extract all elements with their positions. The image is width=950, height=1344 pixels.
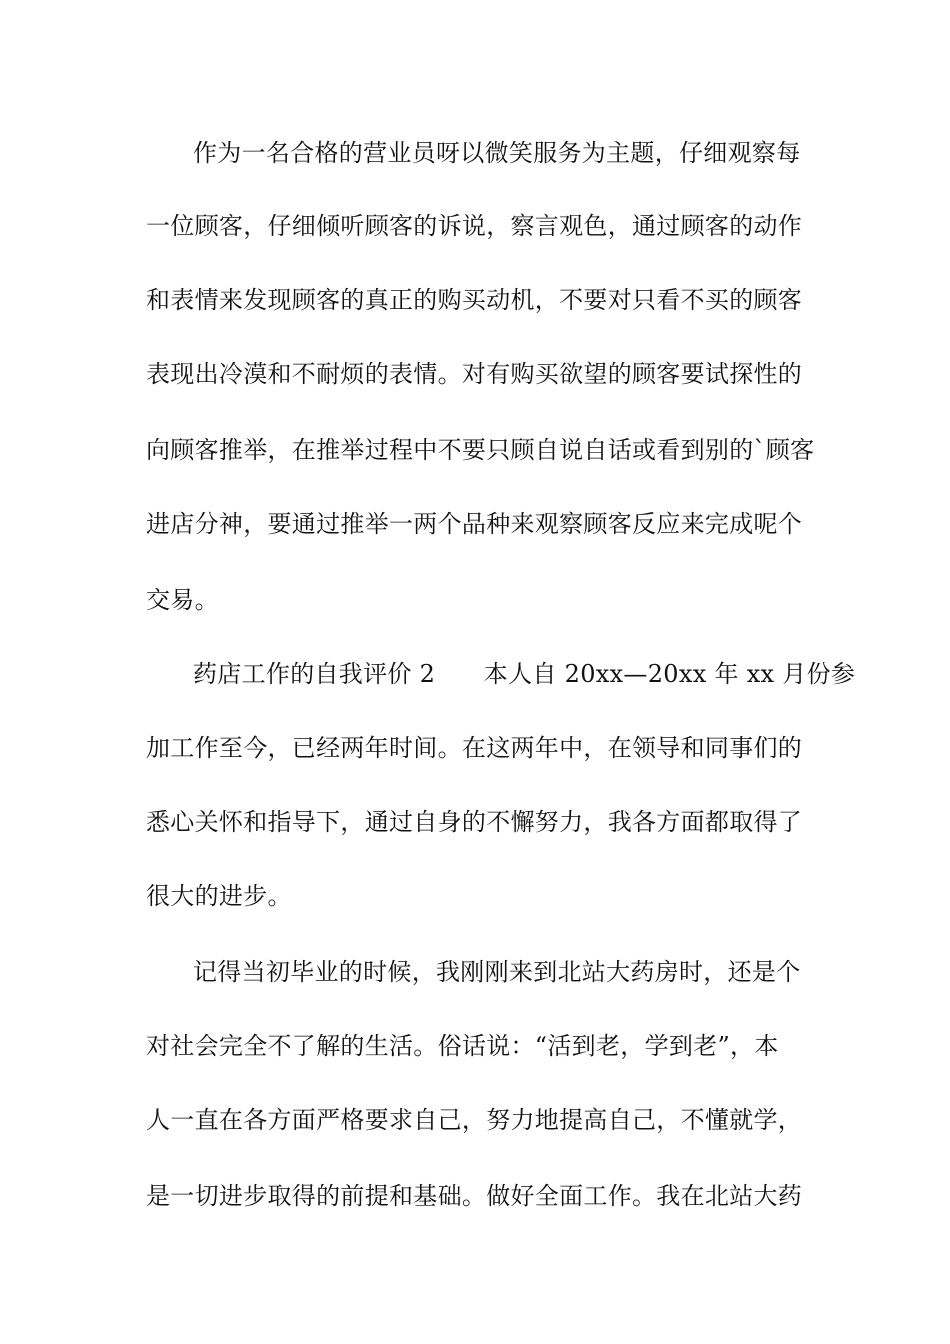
text-line: 悉心关怀和指导下，通过自身的不懈努力，我各方面都取得了	[146, 808, 803, 836]
text-line: 和表情来发现顾客的真正的购买动机，不要对只看不买的顾客	[146, 286, 803, 314]
text-line: 表现出冷漠和不耐烦的表情。对有购买欲望的顾客要试探性的	[146, 360, 803, 388]
text-line: 一位顾客，仔细倾听顾客的诉说，察言观色，通过顾客的动作	[146, 212, 803, 240]
section-heading-line: 药店工作的自我评价 2 本人自 20xx—20xx 年 xx 月份参	[193, 660, 856, 688]
text-line: 对社会完全不了解的生活。俗话说：“活到老，学到老”，本	[146, 1032, 779, 1060]
text-line: 向顾客推举，在推举过程中不要只顾自说自话或看到别的`顾客	[146, 436, 815, 464]
text-line: 进店分神，要通过推举一两个品种来观察顾客反应来完成呢个	[146, 510, 803, 538]
text-line: 是一切进步取得的前提和基础。做好全面工作。我在北站大药	[146, 1182, 803, 1210]
text-line: 交易。	[146, 586, 219, 614]
text-line: 人一直在各方面严格要求自己，努力地提高自己，不懂就学，	[146, 1106, 803, 1134]
text-line: 加工作至今，已经两年时间。在这两年中，在领导和同事们的	[146, 734, 803, 762]
text-line: 很大的进步。	[146, 882, 292, 910]
text-line: 记得当初毕业的时候，我刚刚来到北站大药房时，还是个	[193, 958, 801, 986]
text-line: 作为一名合格的营业员呀以微笑服务为主题，仔细观察每	[193, 139, 801, 167]
